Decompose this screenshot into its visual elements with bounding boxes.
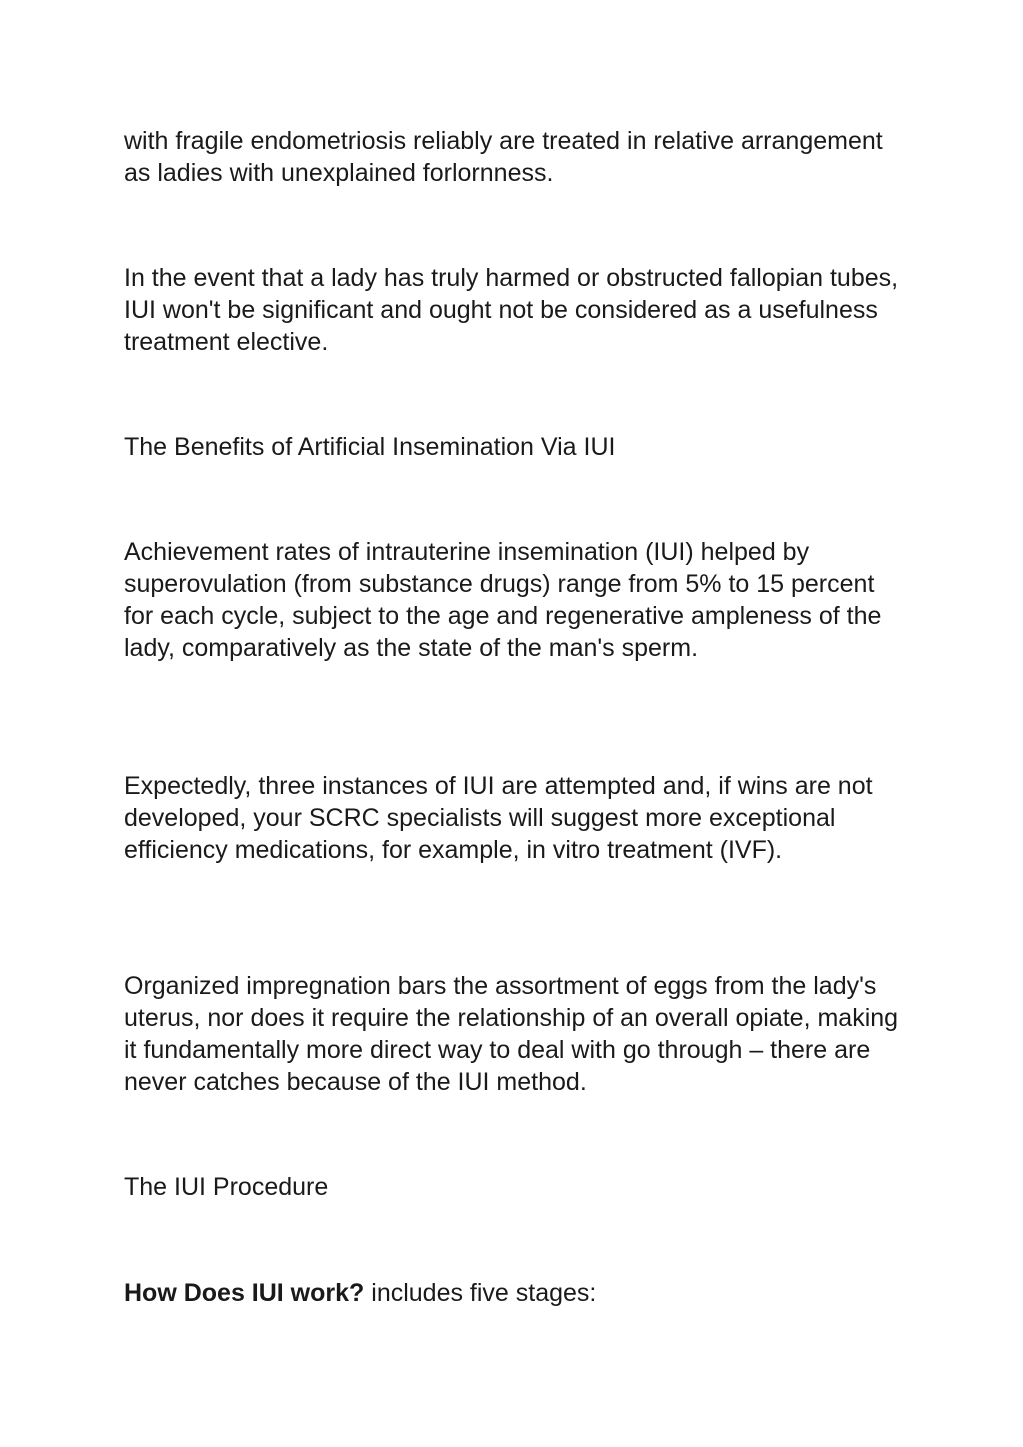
paragraph-procedure-details: Organized impregnation bars the assortment of eggs from the lady's uterus, nor does it require the relationship of an overall opiate, making it fundamentally more direct way to deal with go through – there are never catches because of the IUI method. [124, 972, 899, 1096]
how-it-works-text: includes five stages: [364, 1279, 597, 1307]
paragraph-fallopian-tubes: In the event that a lady has truly harmed or obstructed fallopian tubes, IUI won't be significant and ought not be considered as a usefulness treatment elective. [124, 264, 899, 356]
heading-procedure: The IUI Procedure [124, 1173, 329, 1201]
paragraph-iui-attempts: Expectedly, three instances of IUI are attempted and, if wins are not developed, your SCRC specialists will suggest more exceptional efficiency medications, for example, in vitro treatment (IVF). [124, 772, 873, 864]
paragraph-how-it-works [124, 1277, 904, 1309]
paragraph-success-rates: Achievement rates of intrauterine insemination (IUI) helped by superovulation (from substance drugs) range from 5% to 15 percent for each cycle, subject to the age and regenerative ampleness of the lady, comparatively as the state of the man's sperm. [124, 538, 882, 662]
paragraph-endometriosis: with fragile endometriosis reliably are treated in relative arrangement as ladies with unexplained forlornness. [124, 127, 883, 187]
how-it-works-bold: How Does IUI work? [124, 1279, 365, 1307]
heading-benefits: The Benefits of Artificial Insemination Via IUI [124, 433, 616, 461]
